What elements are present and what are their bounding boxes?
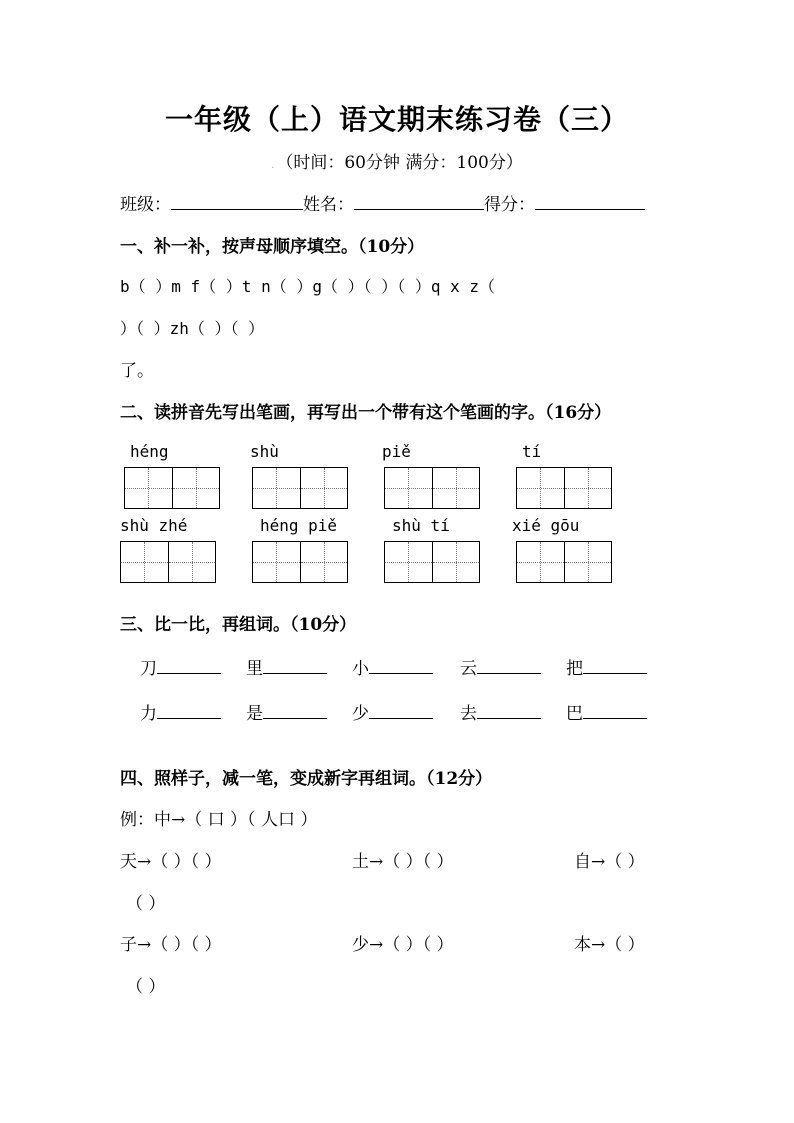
word-blank[interactable] [263, 700, 327, 719]
writing-cell[interactable] [125, 468, 173, 508]
writing-cell[interactable] [121, 542, 169, 582]
pinyin-label: héng [130, 442, 169, 461]
writing-cell[interactable] [301, 542, 348, 582]
word-blank[interactable] [477, 655, 541, 674]
pinyin-label: héng piě [260, 516, 338, 535]
writing-grid[interactable] [252, 467, 348, 509]
compare-word-item [352, 654, 433, 679]
class-label: 班级： [120, 195, 171, 215]
compare-word-item [140, 699, 221, 724]
compare-word-item [566, 654, 647, 679]
compare-char: 把 [566, 659, 583, 679]
section1-line3: 了。 [120, 361, 154, 381]
compare-char: 巴 [566, 704, 583, 724]
writing-cell[interactable] [517, 468, 565, 508]
pinyin-label: xié gōu [512, 516, 580, 535]
subtract-stroke-continuation: （ ） [126, 894, 166, 914]
writing-cell[interactable] [253, 542, 301, 582]
name-label: 姓名： [303, 195, 354, 215]
subtract-stroke-item: 天→（ ）（ ） [120, 852, 222, 872]
word-blank[interactable] [263, 655, 327, 674]
writing-cell[interactable] [253, 468, 301, 508]
score-label: 得分： [484, 195, 535, 215]
score-blank[interactable] [535, 191, 645, 210]
section2-heading: 二、读拼音先写出笔画，再写出一个带有这个笔画的字。（16分） [120, 403, 612, 423]
writing-grid[interactable] [384, 541, 480, 583]
section1-line2: ）（ ）zh（ ）（ ） [120, 319, 265, 338]
subtract-stroke-item: 少→（ ）（ ） [352, 935, 454, 955]
writing-cell[interactable] [433, 468, 480, 508]
name-blank[interactable] [354, 191, 484, 210]
writing-cell[interactable] [433, 542, 480, 582]
word-blank[interactable] [583, 655, 647, 674]
compare-word-item [140, 654, 221, 679]
writing-cell[interactable] [565, 542, 612, 582]
class-blank[interactable] [171, 191, 303, 210]
word-blank[interactable] [157, 655, 221, 674]
subtract-stroke-item: 子→（ ）（ ） [120, 935, 222, 955]
compare-char: 去 [460, 704, 477, 724]
writing-grid[interactable] [252, 541, 348, 583]
writing-cell[interactable] [173, 468, 220, 508]
word-blank[interactable] [583, 700, 647, 719]
pinyin-label: shù [250, 442, 279, 461]
subtract-stroke-item: 本→（ ） [574, 935, 645, 955]
section1-heading: 一、补一补，按声母顺序填空。（10分） [120, 237, 425, 257]
compare-char: 是 [246, 704, 263, 724]
writing-cell[interactable] [517, 542, 565, 582]
compare-word-item [566, 699, 647, 724]
writing-grid[interactable] [124, 467, 220, 509]
section4-heading: 四、照样子，减一笔，变成新字再组词。（12分） [120, 769, 493, 789]
compare-word-item [460, 654, 541, 679]
writing-grid[interactable] [384, 467, 480, 509]
writing-grid[interactable] [516, 541, 612, 583]
subtract-stroke-item: 土→（ ）（ ） [352, 852, 454, 872]
compare-word-item [246, 654, 327, 679]
pinyin-label: piě [382, 442, 411, 461]
word-blank[interactable] [369, 700, 433, 719]
writing-cell[interactable] [301, 468, 348, 508]
compare-char: 刀 [140, 659, 157, 679]
section4-example: 例：中→（ 口 ）（ 人口 ） [120, 810, 318, 830]
subtract-stroke-item: 自→（ ） [574, 852, 645, 872]
page-title: 一年级（上）语文期末练习卷（三） [164, 103, 629, 136]
writing-grid[interactable] [516, 467, 612, 509]
word-blank[interactable] [369, 655, 433, 674]
word-blank[interactable] [477, 700, 541, 719]
pinyin-label: tí [522, 442, 542, 461]
exam-meta [0, 148, 794, 173]
compare-char: 力 [140, 704, 157, 724]
section3-heading: 三、比一比，再组词。（10分） [120, 615, 357, 635]
compare-char: 里 [246, 659, 263, 679]
word-blank[interactable] [157, 700, 221, 719]
writing-cell[interactable] [169, 542, 216, 582]
pinyin-label: shù tí [392, 516, 450, 535]
pinyin-label: shù zhé [120, 516, 188, 535]
compare-char: 小 [352, 659, 369, 679]
writing-cell[interactable] [565, 468, 612, 508]
writing-cell[interactable] [385, 542, 433, 582]
compare-word-item [460, 699, 541, 724]
compare-word-item [246, 699, 327, 724]
section1-line1: b（ ）m f（ ）t n（ ）g（ ）（ ）（ ）q x z（ [120, 277, 496, 296]
compare-char: 云 [460, 659, 477, 679]
stray-mark: . [271, 160, 275, 171]
compare-word-item [352, 699, 433, 724]
student-info-row [120, 190, 645, 215]
writing-grid[interactable] [120, 541, 216, 583]
subtract-stroke-continuation: （ ） [126, 977, 166, 997]
exam-meta-text: （时间：60分钟 满分：100分） [276, 153, 523, 173]
compare-char: 少 [352, 704, 369, 724]
writing-cell[interactable] [385, 468, 433, 508]
